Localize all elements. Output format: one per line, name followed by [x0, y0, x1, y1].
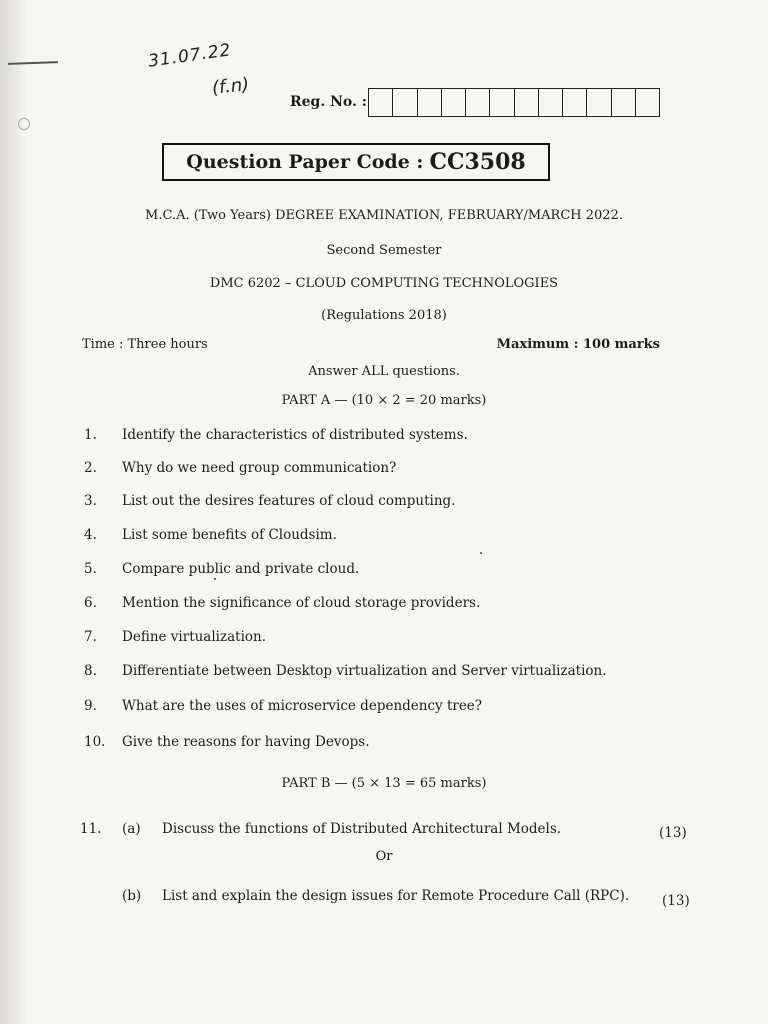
question-text: Why do we need group communication? [122, 460, 397, 476]
maximum-marks: Maximum : 100 marks [496, 337, 660, 352]
question-number: 9. [84, 698, 97, 714]
staple-hole [18, 118, 30, 130]
question-number: 8. [84, 663, 97, 679]
question-text: List out the desires features of cloud computing. [122, 493, 456, 509]
reg-no-boxes [368, 88, 660, 117]
reg-no-cell[interactable] [612, 89, 636, 116]
speck [480, 552, 482, 554]
reg-no-cell[interactable] [636, 89, 659, 116]
handwritten-note: (f.n) [211, 74, 251, 99]
question-number: 2. [84, 460, 97, 476]
question-text: Mention the significance of cloud storage providers. [122, 595, 481, 611]
question-number: 6. [84, 595, 97, 611]
question-text: Give the reasons for having Devops. [122, 734, 370, 750]
question-text: What are the uses of microservice dependency tree? [122, 698, 483, 714]
handwritten-date: 31.07.22 [147, 40, 233, 72]
exam-title: M.C.A. (Two Years) DEGREE EXAMINATION, FEBRUARY/MARCH 2022. [145, 208, 623, 223]
subquestion-label-b: (b) [122, 888, 142, 904]
or-separator: Or [375, 849, 393, 864]
reg-no-cell[interactable] [393, 89, 417, 116]
subquestion-text-b: List and explain the design issues for Remote Procedure Call (RPC). [162, 888, 630, 904]
question-paper-code-label: Question Paper Code : [186, 151, 424, 173]
question-text: Identify the characteristics of distributed systems. [122, 427, 468, 443]
reg-no-cell[interactable] [369, 89, 393, 116]
time-allowed: Time : Three hours [82, 337, 208, 352]
reg-no-cell[interactable] [442, 89, 466, 116]
semester: Second Semester [326, 243, 442, 258]
reg-no-cell[interactable] [539, 89, 563, 116]
subject-title: DMC 6202 – CLOUD COMPUTING TECHNOLOGIES [209, 276, 559, 291]
pen-mark [8, 61, 58, 65]
question-text: Compare public and private cloud. [122, 561, 360, 577]
question-number: 1. [84, 427, 97, 443]
question-number: 3. [84, 493, 97, 509]
reg-no-cell[interactable] [587, 89, 611, 116]
subquestion-marks-a: (13) [659, 825, 687, 841]
question-text: Differentiate between Desktop virtualization and Server virtualization. [122, 663, 607, 679]
subquestion-label-a: (a) [122, 821, 141, 837]
question-number: 10. [84, 734, 106, 750]
reg-no-cell[interactable] [515, 89, 539, 116]
question-text: Define virtualization. [122, 629, 267, 645]
part-a-title: PART A — (10 × 2 = 20 marks) [281, 393, 487, 408]
question-text: List some benefits of Cloudsim. [122, 527, 337, 543]
question-number: 11. [80, 821, 102, 837]
question-number: 4. [84, 527, 97, 543]
question-paper-code: CC3508 [429, 149, 526, 175]
question-paper-code-box [162, 143, 550, 181]
speck [214, 578, 216, 580]
instruction: Answer ALL questions. [308, 364, 460, 379]
reg-no-cell[interactable] [563, 89, 587, 116]
reg-no-cell[interactable] [466, 89, 490, 116]
page-edge-shadow [0, 0, 28, 1024]
reg-no-cell[interactable] [490, 89, 514, 116]
subquestion-marks-b: (13) [662, 893, 690, 909]
subquestion-text-a: Discuss the functions of Distributed Architectural Models. [162, 821, 562, 837]
reg-no-label: Reg. No. : [290, 94, 367, 110]
regulations: (Regulations 2018) [321, 308, 447, 323]
question-number: 5. [84, 561, 97, 577]
reg-no-cell[interactable] [418, 89, 442, 116]
part-b-title: PART B — (5 × 13 = 65 marks) [281, 776, 487, 791]
question-number: 7. [84, 629, 97, 645]
